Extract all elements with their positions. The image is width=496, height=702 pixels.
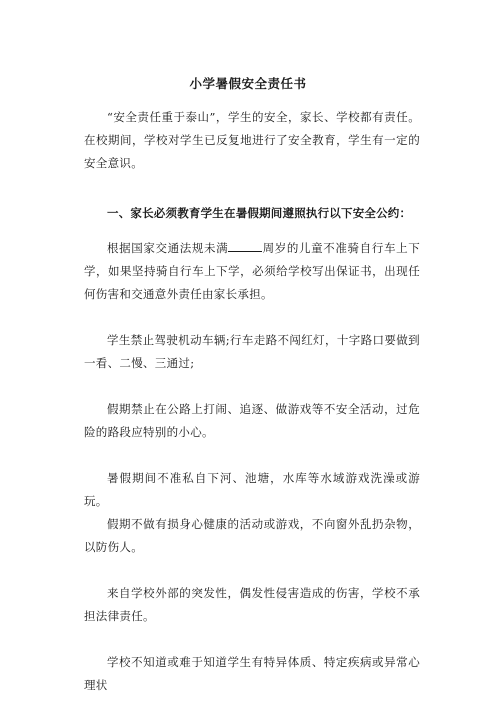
rule-traffic-text-start: 根据国家交通法规未满 bbox=[107, 241, 229, 255]
rule-external-paragraph: 来自学校外部的突发性，偶发性侵害造成的伤害，学校不承担法律责任。 bbox=[84, 586, 420, 623]
section-heading: 一、家长必须教育学生在暑假期间遵照执行以下安全公约： bbox=[107, 206, 412, 220]
intro-paragraph: “安全责任重于泰山”，学生的安全，家长、学校都有责任。在校期间，学校对学生已反复地进行了安全教育，学生有一定的安全意识。 bbox=[84, 110, 420, 170]
age-blank-field bbox=[228, 239, 262, 252]
rule-driving-paragraph: 学生禁止驾驶机动车辆;行车走路不闯红灯，十字路口要做到一看、二慢、三通过; bbox=[84, 333, 420, 370]
rule-road-play-paragraph: 假期禁止在公路上打闹、追逐、做游戏等不安全活动，过危险的路段应特别的小心。 bbox=[84, 402, 420, 439]
rule-traffic-text-end: 周岁的儿童不准骑自行车上下学，如果坚持骑自行车上下学，必须给学校写出保证书，出现任何伤害和交通意外责任由家长承担。 bbox=[84, 241, 421, 301]
rule-water-paragraph: 暑假期间不准私自下河、池塘，水库等水域游戏洗澡或游玩。 bbox=[84, 471, 420, 508]
rule-traffic-paragraph bbox=[84, 237, 420, 306]
document-title: 小学暑假安全责任书 bbox=[189, 76, 307, 91]
rule-special-paragraph: 学校不知道或难于知道学生有特异体质、特定疾病或异常心理状 bbox=[84, 655, 420, 692]
rule-health-paragraph: 假期不做有损身心健康的活动或游戏，不向窗外乱扔杂物，以防伤人。 bbox=[84, 517, 420, 554]
